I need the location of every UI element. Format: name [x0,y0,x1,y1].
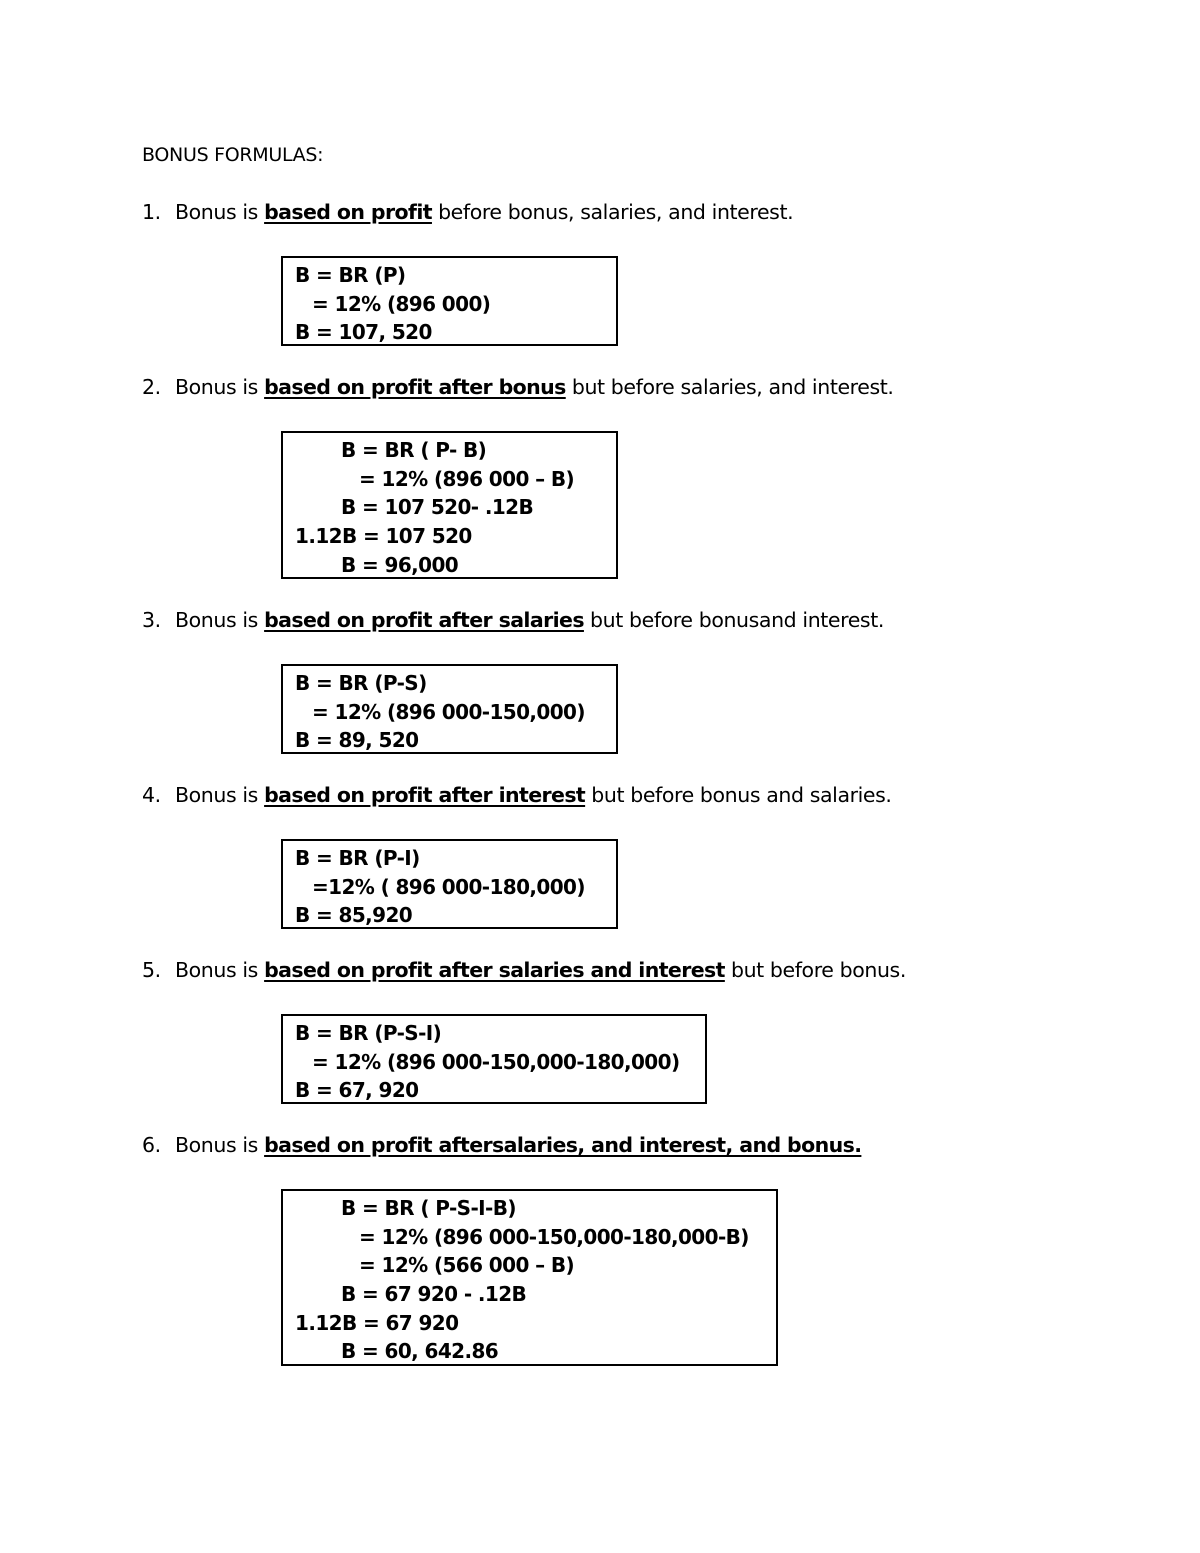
bonus-formula-item-1 [142,200,793,224]
item-suffix: but before bonusand interest. [583,608,884,632]
formula-box-2 [281,431,618,579]
item-prefix: Bonus is [175,608,265,632]
formula-line: = 12% (896 000) [312,291,491,316]
item-suffix: but before salaries, and interest. [565,375,894,399]
formula-line: B = 67, 920 [295,1078,419,1103]
formula-line: = 12% (896 000-150,000-180,000) [312,1049,680,1074]
formula-line: B = BR (P-S-I) [295,1021,442,1045]
item-prefix: Bonus is [175,1133,265,1157]
formula-line: B = BR (P-I) [295,846,420,870]
formula-box-3 [281,664,618,754]
formula-box-1 [281,256,618,346]
item-highlight: based on profit [264,200,432,224]
formula-line: B = 89, 520 [295,728,419,753]
item-suffix: but before bonus. [724,958,906,982]
formula-line: B = 60, 642.86 [341,1339,499,1364]
formula-line: B = 67 920 - .12B [341,1282,527,1307]
formula-box-6 [281,1189,778,1366]
item-prefix: Bonus is [175,375,265,399]
formula-box-4 [281,839,618,929]
item-suffix: but before bonus and salaries. [585,783,892,807]
formula-line: B = 107, 520 [295,320,432,345]
item-highlight: based on profit after salaries [264,608,584,632]
item-prefix: Bonus is [175,958,265,982]
formula-line: =12% ( 896 000-180,000) [312,874,585,899]
formula-line: B = 107 520- .12B [341,495,534,520]
item-highlight: based on profit after salaries and interest [264,958,725,982]
item-number: 6. [142,1133,161,1157]
item-prefix: Bonus is [175,200,265,224]
item-number: 4. [142,783,161,807]
item-number: 5. [142,958,161,982]
item-highlight: based on profit after bonus [264,375,566,399]
formula-line: B = BR ( P- B) [341,438,487,462]
page-title: BONUS FORMULAS: [142,144,324,166]
item-number: 2. [142,375,161,399]
item-prefix: Bonus is [175,783,265,807]
formula-line: 1.12B = 107 520 [295,524,472,549]
bonus-formula-item-2 [142,375,894,399]
bonus-formula-item-4 [142,783,892,807]
formula-line: B = BR ( P-S-I-B) [341,1196,516,1220]
bonus-formula-item-6 [142,1133,861,1157]
item-number: 1. [142,200,161,224]
formula-line: = 12% (896 000-150,000) [312,699,585,724]
formula-line: = 12% (566 000 – B) [359,1253,575,1278]
formula-line: 1.12B = 67 920 [295,1310,459,1335]
formula-box-5 [281,1014,707,1104]
formula-line: = 12% (896 000-150,000-180,000-B) [359,1224,749,1249]
item-highlight: based on profit after interest [264,783,586,807]
formula-line: B = BR (P) [295,263,406,287]
formula-line: B = 85,920 [295,903,413,928]
item-number: 3. [142,608,161,632]
formula-line: = 12% (896 000 – B) [359,466,575,491]
formula-line: B = BR (P-S) [295,671,427,695]
bonus-formula-item-3 [142,608,884,632]
bonus-formula-item-5 [142,958,906,982]
item-highlight: based on profit aftersalaries, and interest, and bonus. [264,1133,862,1157]
item-suffix: before bonus, salaries, and interest. [431,200,794,224]
formula-line: B = 96,000 [341,552,459,577]
